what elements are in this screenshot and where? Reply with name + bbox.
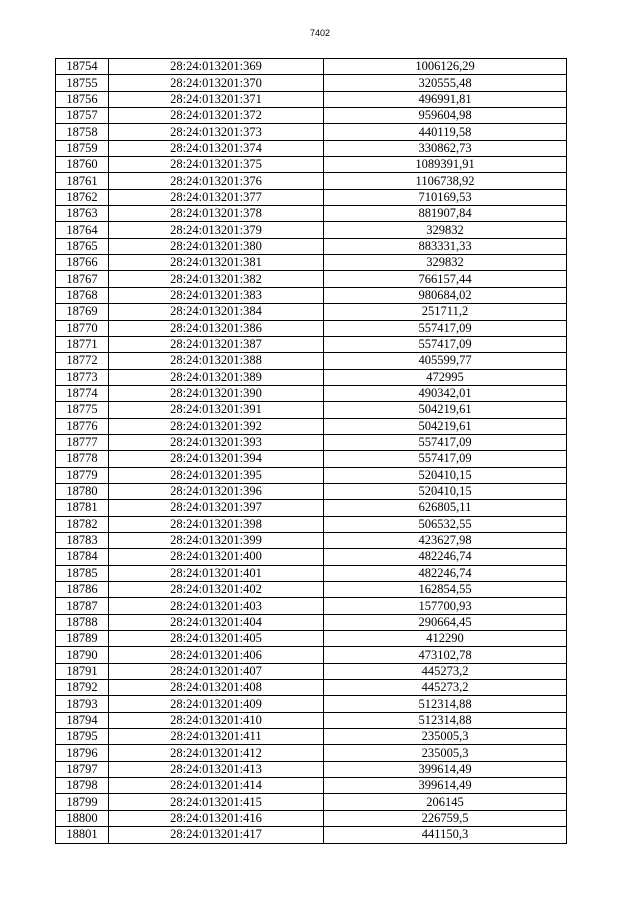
table-row [56,516,567,532]
table-row [56,255,567,271]
row-number-cell: 18782 [56,516,109,532]
row-number-cell: 18786 [56,582,109,598]
table-row [56,108,567,124]
table-body [56,59,567,844]
row-number-cell: 18755 [56,75,109,91]
row-number-cell: 18781 [56,500,109,516]
cadastral-value-cell: 512314,88 [324,696,567,712]
table-row [56,778,567,794]
row-number-cell: 18785 [56,565,109,581]
table-row [56,157,567,173]
table-row [56,369,567,385]
cadastral-value-cell: 557417,09 [324,336,567,352]
table-row [56,238,567,254]
row-number-cell: 18757 [56,108,109,124]
row-number-cell: 18800 [56,810,109,826]
row-number-cell: 18778 [56,451,109,467]
row-number-cell: 18761 [56,173,109,189]
row-number-cell: 18768 [56,287,109,303]
cadastral-number-cell: 28:24:013201:406 [109,647,324,663]
cadastral-number-cell: 28:24:013201:398 [109,516,324,532]
table-row [56,320,567,336]
row-number-cell: 18791 [56,663,109,679]
table-row [56,696,567,712]
cadastral-value-cell: 399614,49 [324,778,567,794]
cadastral-number-cell: 28:24:013201:375 [109,157,324,173]
cadastral-value-cell: 557417,09 [324,320,567,336]
row-number-cell: 18760 [56,157,109,173]
cadastral-value-table [55,58,567,844]
cadastral-number-cell: 28:24:013201:410 [109,712,324,728]
table-row [56,206,567,222]
row-number-cell: 18770 [56,320,109,336]
table-row [56,287,567,303]
cadastral-number-cell: 28:24:013201:380 [109,238,324,254]
cadastral-value-cell: 423627,98 [324,532,567,548]
cadastral-number-cell: 28:24:013201:378 [109,206,324,222]
cadastral-value-cell: 472995 [324,369,567,385]
cadastral-value-cell: 490342,01 [324,385,567,401]
row-number-cell: 18775 [56,402,109,418]
cadastral-value-cell: 157700,93 [324,598,567,614]
cadastral-number-cell: 28:24:013201:413 [109,761,324,777]
row-number-cell: 18797 [56,761,109,777]
cadastral-value-cell: 980684,02 [324,287,567,303]
cadastral-number-cell: 28:24:013201:394 [109,451,324,467]
row-number-cell: 18798 [56,778,109,794]
table-row [56,173,567,189]
cadastral-value-cell: 329832 [324,255,567,271]
cadastral-number-cell: 28:24:013201:384 [109,304,324,320]
cadastral-number-cell: 28:24:013201:391 [109,402,324,418]
cadastral-value-cell: 504219,61 [324,418,567,434]
table-row [56,467,567,483]
cadastral-number-cell: 28:24:013201:374 [109,140,324,156]
cadastral-value-cell: 504219,61 [324,402,567,418]
table-row [56,385,567,401]
row-number-cell: 18756 [56,91,109,107]
table-row [56,353,567,369]
cadastral-number-cell: 28:24:013201:404 [109,614,324,630]
table-row [56,582,567,598]
cadastral-number-cell: 28:24:013201:416 [109,810,324,826]
row-number-cell: 18777 [56,434,109,450]
row-number-cell: 18762 [56,189,109,205]
cadastral-number-cell: 28:24:013201:369 [109,59,324,75]
cadastral-number-cell: 28:24:013201:407 [109,663,324,679]
cadastral-number-cell: 28:24:013201:392 [109,418,324,434]
cadastral-number-cell: 28:24:013201:383 [109,287,324,303]
row-number-cell: 18783 [56,532,109,548]
row-number-cell: 18759 [56,140,109,156]
cadastral-number-cell: 28:24:013201:390 [109,385,324,401]
cadastral-number-cell: 28:24:013201:377 [109,189,324,205]
cadastral-value-cell: 441150,3 [324,827,567,843]
row-number-cell: 18758 [56,124,109,140]
row-number-cell: 18784 [56,549,109,565]
cadastral-number-cell: 28:24:013201:395 [109,467,324,483]
cadastral-value-cell: 412290 [324,631,567,647]
table-row [56,483,567,499]
cadastral-value-cell: 206145 [324,794,567,810]
cadastral-number-cell: 28:24:013201:399 [109,532,324,548]
cadastral-value-cell: 883331,33 [324,238,567,254]
row-number-cell: 18763 [56,206,109,222]
row-number-cell: 18767 [56,271,109,287]
cadastral-value-cell: 1006126,29 [324,59,567,75]
cadastral-value-cell: 766157,44 [324,271,567,287]
row-number-cell: 18780 [56,483,109,499]
cadastral-value-cell: 226759,5 [324,810,567,826]
row-number-cell: 18754 [56,59,109,75]
cadastral-number-cell: 28:24:013201:381 [109,255,324,271]
table-row [56,222,567,238]
page-number: 7402 [309,28,331,38]
cadastral-value-cell: 1106738,92 [324,173,567,189]
row-number-cell: 18774 [56,385,109,401]
table-row [56,402,567,418]
table-row [56,451,567,467]
row-number-cell: 18772 [56,353,109,369]
cadastral-value-cell: 473102,78 [324,647,567,663]
cadastral-number-cell: 28:24:013201:401 [109,565,324,581]
cadastral-value-cell: 440119,58 [324,124,567,140]
table-row [56,91,567,107]
table-row [56,75,567,91]
cadastral-number-cell: 28:24:013201:388 [109,353,324,369]
table-row [56,418,567,434]
table-row [56,271,567,287]
cadastral-number-cell: 28:24:013201:414 [109,778,324,794]
cadastral-value-cell: 959604,98 [324,108,567,124]
row-number-cell: 18794 [56,712,109,728]
row-number-cell: 18799 [56,794,109,810]
cadastral-number-cell: 28:24:013201:397 [109,500,324,516]
row-number-cell: 18764 [56,222,109,238]
cadastral-number-cell: 28:24:013201:411 [109,729,324,745]
cadastral-value-cell: 1089391,91 [324,157,567,173]
row-number-cell: 18795 [56,729,109,745]
cadastral-value-cell: 445273,2 [324,663,567,679]
cadastral-number-cell: 28:24:013201:403 [109,598,324,614]
cadastral-number-cell: 28:24:013201:417 [109,827,324,843]
cadastral-value-cell: 710169,53 [324,189,567,205]
cadastral-number-cell: 28:24:013201:379 [109,222,324,238]
table-row [56,712,567,728]
cadastral-value-cell: 881907,84 [324,206,567,222]
row-number-cell: 18787 [56,598,109,614]
row-number-cell: 18769 [56,304,109,320]
cadastral-value-cell: 320555,48 [324,75,567,91]
cadastral-value-cell: 496991,81 [324,91,567,107]
cadastral-value-cell: 520410,15 [324,467,567,483]
cadastral-number-cell: 28:24:013201:389 [109,369,324,385]
cadastral-value-cell: 482246,74 [324,549,567,565]
row-number-cell: 18779 [56,467,109,483]
table-row [56,598,567,614]
table-row [56,140,567,156]
cadastral-number-cell: 28:24:013201:415 [109,794,324,810]
table-row [56,124,567,140]
row-number-cell: 18771 [56,336,109,352]
cadastral-value-cell: 506532,55 [324,516,567,532]
cadastral-number-cell: 28:24:013201:386 [109,320,324,336]
cadastral-value-cell: 557417,09 [324,451,567,467]
cadastral-value-cell: 235005,3 [324,729,567,745]
row-number-cell: 18776 [56,418,109,434]
cadastral-value-cell: 235005,3 [324,745,567,761]
cadastral-number-cell: 28:24:013201:370 [109,75,324,91]
row-number-cell: 18788 [56,614,109,630]
cadastral-value-cell: 405599,77 [324,353,567,369]
cadastral-number-cell: 28:24:013201:372 [109,108,324,124]
cadastral-value-cell: 482246,74 [324,565,567,581]
row-number-cell: 18796 [56,745,109,761]
cadastral-number-cell: 28:24:013201:387 [109,336,324,352]
cadastral-number-cell: 28:24:013201:376 [109,173,324,189]
cadastral-number-cell: 28:24:013201:402 [109,582,324,598]
row-number-cell: 18789 [56,631,109,647]
cadastral-value-cell: 445273,2 [324,680,567,696]
row-number-cell: 18801 [56,827,109,843]
table-row [56,549,567,565]
cadastral-value-cell: 251711,2 [324,304,567,320]
table-row [56,304,567,320]
table-row [56,336,567,352]
table-row [56,631,567,647]
table-row [56,59,567,75]
table-row [56,827,567,843]
row-number-cell: 18792 [56,680,109,696]
cadastral-value-cell: 162854,55 [324,582,567,598]
row-number-cell: 18773 [56,369,109,385]
table-row [56,794,567,810]
cadastral-value-cell: 330862,73 [324,140,567,156]
table-row [56,729,567,745]
cadastral-value-cell: 557417,09 [324,434,567,450]
table-row [56,810,567,826]
cadastral-number-cell: 28:24:013201:382 [109,271,324,287]
cadastral-value-cell: 520410,15 [324,483,567,499]
cadastral-value-cell: 399614,49 [324,761,567,777]
cadastral-value-cell: 290664,45 [324,614,567,630]
cadastral-number-cell: 28:24:013201:371 [109,91,324,107]
cadastral-number-cell: 28:24:013201:373 [109,124,324,140]
table-row [56,680,567,696]
cadastral-number-cell: 28:24:013201:408 [109,680,324,696]
cadastral-number-cell: 28:24:013201:393 [109,434,324,450]
cadastral-number-cell: 28:24:013201:412 [109,745,324,761]
cadastral-number-cell: 28:24:013201:405 [109,631,324,647]
table-row [56,647,567,663]
table-row [56,614,567,630]
cadastral-value-cell: 626805,11 [324,500,567,516]
table-row [56,745,567,761]
table-row [56,532,567,548]
table-row [56,761,567,777]
table-row [56,189,567,205]
cadastral-number-cell: 28:24:013201:396 [109,483,324,499]
table-row [56,434,567,450]
table-row [56,663,567,679]
row-number-cell: 18766 [56,255,109,271]
cadastral-value-cell: 512314,88 [324,712,567,728]
cadastral-number-cell: 28:24:013201:400 [109,549,324,565]
cadastral-number-cell: 28:24:013201:409 [109,696,324,712]
row-number-cell: 18793 [56,696,109,712]
table-row [56,565,567,581]
cadastral-value-cell: 329832 [324,222,567,238]
row-number-cell: 18790 [56,647,109,663]
row-number-cell: 18765 [56,238,109,254]
table-row [56,500,567,516]
